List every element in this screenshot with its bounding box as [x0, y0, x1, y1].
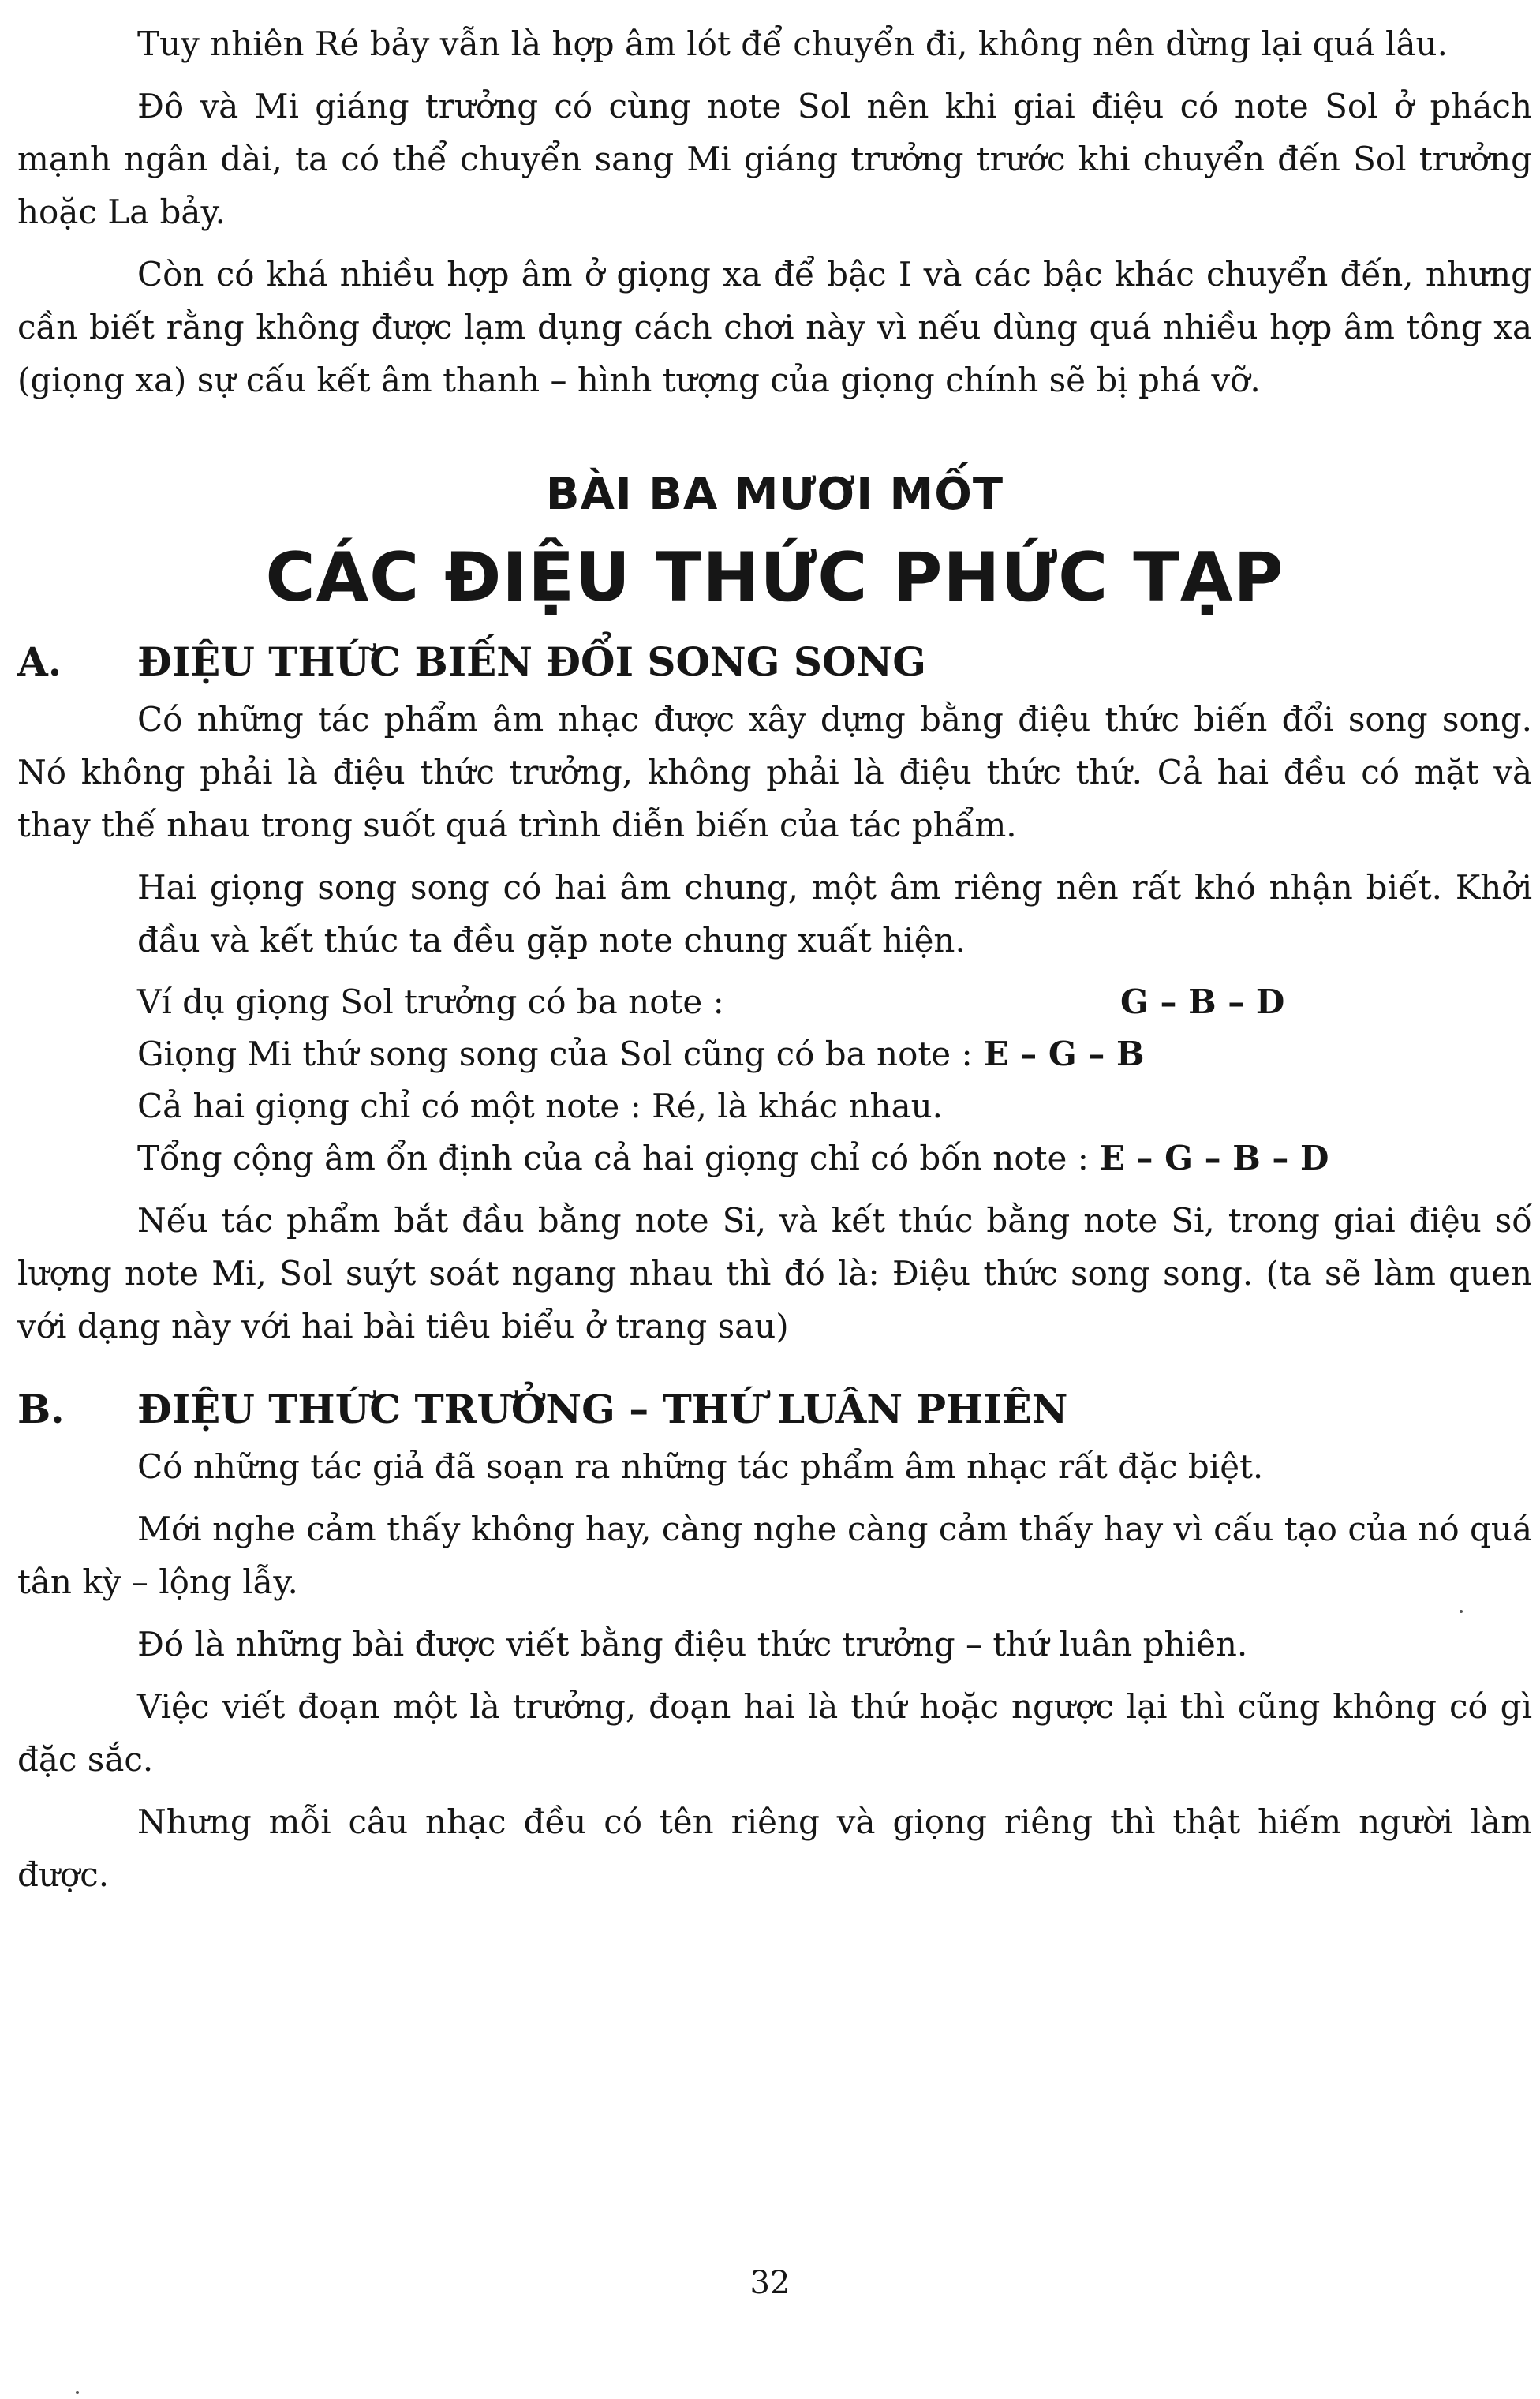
scan-speck: [76, 2391, 79, 2394]
section-b-heading: [17, 1386, 1532, 1432]
page-content: [17, 17, 1532, 1901]
example-row-4-value: E – G – B – D: [1099, 1139, 1329, 1177]
section-b-paragraph-5: Nhưng mỗi câu nhạc đều có tên riêng và giọng riêng thì thật hiếm người làm được.: [17, 1802, 1532, 1894]
section-a-paragraph-3: Nếu tác phẩm bắt đầu bằng note Si, và kết thúc bằng note Si, trong giai điệu số lượng note Mi, Sol suýt soát ngang nhau thì đó là: Điệu thức song song. (ta sẽ làm quen với dạng này với hai bài tiêu biểu ở trang sau): [17, 1201, 1532, 1345]
section-b-paragraph-1: Có những tác giả đã soạn ra những tác phẩm âm nhạc rất đặc biệt.: [137, 1447, 1264, 1486]
example-row-1: [137, 976, 1532, 1028]
example-row-3: [137, 1080, 1532, 1132]
section-a-paragraph-1: Có những tác phẩm âm nhạc được xây dựng bằng điệu thức biến đổi song song. Nó không phải là điệu thức trưởng, không phải là điệu thức thứ. Cả hai đều có mặt và thay thế nhau trong suốt quá trình diễn biến của tác phẩm.: [17, 700, 1532, 844]
example-row-2-value: E – G – B: [983, 1035, 1145, 1073]
section-a-title: ĐIỆU THỨC BIẾN ĐỔI SONG SONG: [137, 638, 926, 685]
scan-speck: [1460, 1610, 1463, 1613]
section-a-heading: [17, 638, 1532, 685]
example-row-2: [137, 1028, 1532, 1080]
section-a-letter: A.: [17, 638, 62, 685]
section-b-title: ĐIỆU THỨC TRƯỞNG – THỨ LUÂN PHIÊN: [137, 1386, 1068, 1432]
section-b-paragraph-4: Việc viết đoạn một là trưởng, đoạn hai là thứ hoặc ngược lại thì cũng không có gì đặc sắc.: [17, 1687, 1532, 1779]
intro-paragraph-3: Còn có khá nhiều hợp âm ở giọng xa để bậc I và các bậc khác chuyển đến, nhưng cần biết rằng không được lạm dụng cách chơi này vì nếu dùng quá nhiều hợp âm tông xa (giọng xa) sự cấu kết âm thanh – hình tượng của giọng chính sẽ bị phá vỡ.: [17, 255, 1532, 399]
section-b-letter: B.: [17, 1386, 65, 1432]
section-b-paragraph-3: Đó là những bài được viết bằng điệu thức trưởng – thứ luân phiên.: [137, 1625, 1248, 1664]
example-row-4: [137, 1132, 1532, 1185]
intro-paragraph-2: Đô và Mi giáng trưởng có cùng note Sol nên khi giai điệu có note Sol ở phách mạnh ngân dài, ta có thể chuyển sang Mi giáng trưởng trước khi chuyển đến Sol trưởng hoặc La bảy.: [17, 87, 1532, 231]
section-b-paragraph-2: Mới nghe cảm thấy không hay, càng nghe càng cảm thấy hay vì cấu tạo của nó quá tân kỳ – lộng lẫy.: [17, 1510, 1532, 1601]
example-row-2-label: Giọng Mi thứ song song của Sol cũng có ba note :: [137, 1035, 973, 1073]
example-row-1-value: G – B – D: [1120, 982, 1285, 1021]
section-a-paragraph-2: Hai giọng song song có hai âm chung, một âm riêng nên rất khó nhận biết. Khởi đầu và kết thúc ta đều gặp note chung xuất hiện.: [137, 868, 1532, 960]
example-row-3-label: Cả hai giọng chỉ có một note : Ré, là khác nhau.: [137, 1087, 944, 1125]
example-row-4-label: Tổng cộng âm ổn định của cả hai giọng chỉ có bốn note :: [137, 1139, 1089, 1177]
lesson-number: BÀI BA MƯƠI MỐT: [545, 469, 1004, 520]
intro-paragraph-1: Tuy nhiên Ré bảy vẫn là hợp âm lót để chuyển đi, không nên dừng lại quá lâu.: [137, 24, 1448, 63]
section-a-example: [17, 976, 1532, 1185]
lesson-title: CÁC ĐIỆU THỨC PHỨC TẠP: [265, 538, 1284, 617]
page-number: 32: [749, 2265, 791, 2301]
example-row-1-label: Ví dụ giọng Sol trưởng có ba note :: [137, 982, 724, 1021]
